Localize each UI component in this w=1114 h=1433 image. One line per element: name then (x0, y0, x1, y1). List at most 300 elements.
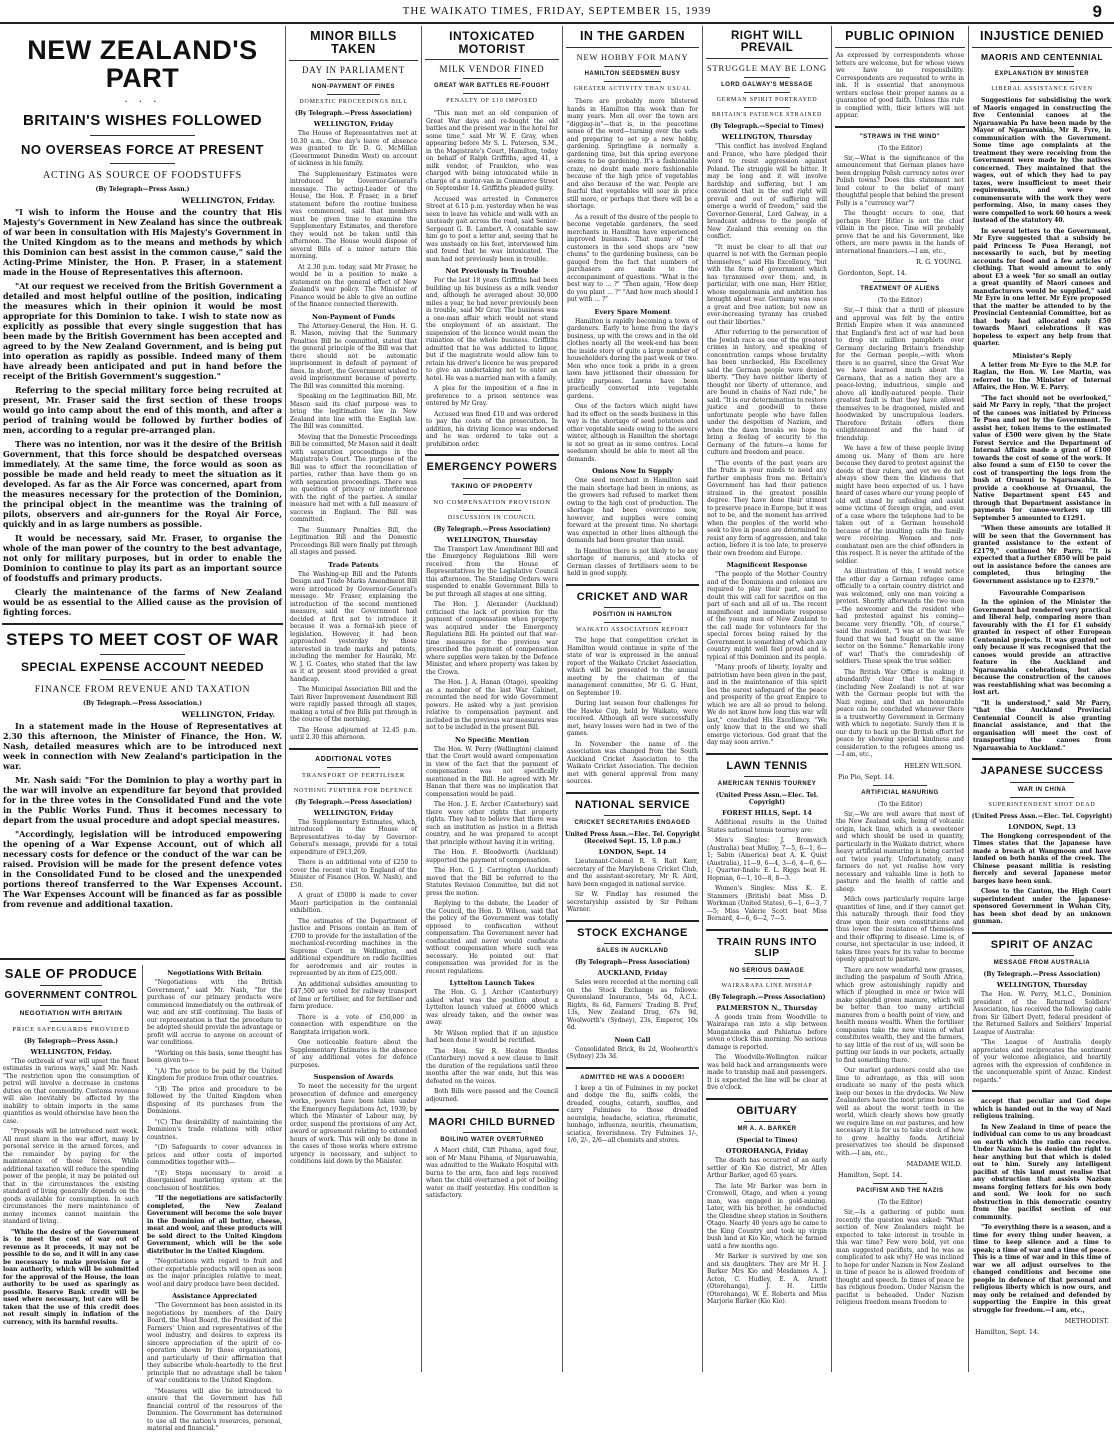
paragraph: One seed merchant in Hamilton said the main shortage had been in onions, as the growers had refused to market them owing to the high cost of production. The shortage had been overcome now, however, and supplies were coming forward at the present time. No shortage was expected in other lines although the demands had been greater than usual. (567, 477, 698, 545)
subheadline: PENALTY OF £10 IMPOSED (446, 98, 538, 105)
byline: (By Telegraph—Press Assn.) (95, 185, 190, 193)
headline: TRAIN RUNS INTO SLIP (716, 935, 818, 959)
paragraph: The British War Office is making it abundantly clear that the Empire (including New Zealand) is not at war with the German people but with the Nazi regime, and that an honourable peace can be concluded whenever there is a trustworthy Government in Germany with which to negotiate. Surely then it is our duty to back up the British effort for peace by showing special kindness and consideration to the refugees among us.—I am, etc., (836, 668, 964, 759)
letter-signature: MADAME WILD. (906, 1160, 962, 1169)
dateline: LONDON, Sept. 14 (598, 848, 667, 857)
paragraph: Women's Singles: Miss K. E. Stammers (British) beat Miss D. Workman (United States), 6—1, 6—3, 7—5; Miss Valerie Scott beat Miss Bernard, 4—6, 6—2, 7—5. (707, 885, 827, 923)
paragraph: Sir,—I think that a thrill of pleasure and approval was felt by the entire British Empire when it was announced that England's first act of war had been to drop six million pamphlets over Germany declaring Britain's friendship for the German people,—with whom there is no quarrel, since the Great War we have learned much about the Germans, that as a nation they are a peace-loving, industrious, simple and above all kindly-natured people. Their greatest fault is that they have allowed themselves to be dragooned, misled and hoodwinked by unscrupulous leaders. Therefore Britain offers them enlightenment and the hand of friendship. (836, 307, 964, 442)
column-divider (142, 965, 143, 1370)
short-rule (50, 1021, 92, 1022)
paragraph: The House adjourned at 12.45 p.m. until 2.30 this afternoon. (290, 726, 417, 742)
headline: STOCK EXCHANGE (577, 926, 688, 939)
paragraph: In several letters to the Government, Mr Eyre suggested that a subsidy be paid Princess Te Puea Herangi, not necessarily to each, but by meeting accounts for food and a few articles of clothing. That would amount to only about £3 a week "for so small an outlay a great quantity of Maori canoes and manufacturers would be supplied," said Mr Eyre in one letter. Mr Eyre proposed that the matter be attended to by the Provincial Centennial Committee, but as that body had allocated only £50 towards Maori celebrations it was hopeless to expect any help from that quarter. (973, 227, 1111, 348)
headline: STEPS TO MEET COST OF WAR (6, 629, 279, 649)
dateline: WELLINGTON, Thursday (446, 535, 538, 544)
headline: IN THE GARDEN (579, 29, 686, 43)
subheadline: LIBERAL ASSISTANCE GIVEN (991, 86, 1093, 93)
headline: NEW ZEALAND'S PART (27, 35, 258, 94)
article-sale-of-produce (0, 965, 142, 1370)
subheadline: GOVERNMENT CONTROL (4, 989, 138, 1001)
paragraph: Sir,—What is the significance of the announcement that German planes have been dropping Polish currency notes over Polish towns? Does this statement not lend colour to the belief of many thoughtful people that behind the present Folly is a "currency war"? (836, 154, 964, 207)
column-divider (562, 26, 563, 1372)
headline: JAPANESE SUCCESS (980, 765, 1104, 778)
article-negotiations-with-britain (144, 965, 285, 1432)
paragraph: "Many proofs of liberty, loyalty and patriotism have been given in the past, and in the maintenance of this spirit lies the surest safeguard of the peace and prosperity of the great Empire to which we are all so proud to belong. We do not know how long this war will last," concluded His Excellency. "We only know that in the end we shall emerge victorious. God grant that the day may soon arrive." (707, 664, 827, 747)
dateline: PALMERSTON N., Thursday (716, 1003, 818, 1012)
subheadline: TAKING OF PROPERTY (451, 482, 533, 490)
short-rule (873, 1183, 927, 1184)
short-rule (744, 107, 790, 108)
subheadline: Every Spare Moment (594, 307, 671, 316)
subheadline: DOMESTIC PROCEEDINGS BILL (299, 99, 408, 106)
masthead-rule (0, 22, 1114, 24)
subheadline: WAIRARAPA LINE MISHAP (721, 982, 813, 989)
subheadline: NO SERIOUS DAMAGE (729, 967, 805, 974)
short-rule (327, 79, 380, 80)
paragraph: The Hon. J. E. Archer (Canterbury) said there were other rights that property rights. They had to believe that there was such an institution as justice in a British country, and he was prepared to accept that principle without having it in writing. (426, 801, 558, 846)
headline: ADDITIONAL VOTES (315, 755, 392, 763)
paragraph: The Hon. J. Alexander (Auckland) criticised the lack of provision for the payment of compensation when property was acquired under the Emergency Regulations Bill. He pointed out that war-time measures for the previous war prescribed the payment of compensation where supplies were taken by the Defence Minister, and where property was taken by the Crown. (426, 601, 558, 676)
subheadline: NON-PAYMENT OF FINES (311, 84, 395, 91)
paragraph: Milch cows particularly require large quantities of lime, and if they cannot get this naturally through their food they draw upon their own constitutions and thus lower the resistance of themselves and their offspring to disease. Lime is, of course, not spectacular in use; indeed, it takes three years for its value to become openly apparent to pasture. (836, 896, 964, 964)
subheadline: WAR IN CHINA (1017, 786, 1067, 793)
paragraph: "The people of the Mother Country and of the Dominions and colonies are required to play their part, and no doubt this will call for sacrifice on the part of each and all of us. The recent magnificent and immediate response of the young men of New Zealand to the call made for volunteers for the special forces being raised by the Government is something of which any country might well feel proud and is typical of this Dominion and its people. (707, 571, 827, 661)
headline: LAWN TENNIS (726, 759, 808, 772)
paragraph: "I wish to inform the House and the country that His Majesty's Government in New Zealand has since the outbreak of war been in consultation with His Majesty's Government in the United Kingdom as to the means and methods by which this Dominion can best assist in the common cause," said the Acting-Prime Minister, the Hon. P. Fraser, in a statement made in the House of Representatives this afternoon. (3, 206, 282, 277)
headline: NATIONAL SERVICE (575, 798, 690, 811)
section-rule (566, 584, 699, 586)
section-rule (425, 1109, 559, 1111)
short-rule (744, 776, 790, 777)
subheadline: Assistance Appreciated (172, 1292, 257, 1300)
short-rule (744, 963, 790, 964)
paragraph: Mr. Nash said: "For the Dominion to play a worthy part in the war will involve an expenditure far beyond that provided for in the three votes in the Consolidated Fund and the vote in the Public Works Fund. Thus it becomes necessary to depart from the usual procedure and adopt special measures. (3, 774, 282, 825)
subheadline: TRANSPORT OF FERTILISER (301, 771, 406, 779)
paragraph: A goods train from Woodville to Wairarapa ran into a slip between Mangatainoka and Pahiatua before seven o'clock this morning. No serious damage is reported. (707, 1013, 827, 1051)
section-rule (835, 126, 965, 128)
paragraph: "(C) The desirability of maintaining the Dominion's trade relations with other countries. (147, 1118, 282, 1141)
paragraph: Lieutenant-Colonel R. S. Rait Kerr, secretary of the Marylebone Cricket Club, and the assistant-secretary, Mr R. Aird, have been engaged in national service. (567, 858, 698, 888)
article-injustice-denied (970, 28, 1114, 1370)
subheadline: NEGOTIATION WITH BRITAIN (19, 1009, 123, 1017)
dateline: LONDON, Sept. 13 (1008, 822, 1076, 831)
paragraph: Mr Wilson replied that if an injustice had been done it would be rectified. (426, 1029, 558, 1045)
short-rule (90, 135, 195, 136)
paragraph: After referring to the persecution of the Jewish race as one of the greatest crimes in history, and speaking of concentration camps whose brutality has been unchecked, His Excellency said the German people were denied liberty. "They have neither liberty of thought nor liberty of utterance, and are bound in chains of Nazi rule," he said. "It is our determination to restore justice and goodwill to these unfortunate people who have fallen under the despotism of Nazism, and when the dawn breaks we hope to bring a feeling of security to the Germany of the future—a home for culture and freedom and peace. (707, 329, 827, 457)
paragraph: "(E) Steps necessary to avoid a disorganised marketing system at the conclusion of hostilities. (147, 1169, 282, 1192)
paragraph: It would be necessary, said Mr. Fraser, to organise the whole of the man power of the country to the best advantage, not only for military purposes, but in order to enable the Dominion to continue to play its part as an important source of foodstuffs and primary products. (3, 532, 282, 583)
paragraph: The Supplementary Estimates, which, introduced in the House of Representatives to-day by Governor-General's message, provide for a total expenditure of £913,269. (290, 818, 417, 856)
paragraph: Moving that the Domestic Proceedings Bill be committed, Mr Mason said it dealt with separation proceedings in the Magistrate's Court. The purpose of the Bill was to effect the reconciliation of parties, rather than have them go on with separation proceedings. There was no question of privacy or interference with the right of the parties. A similar measure had met with a full measure of success in England. The Bill was committed. (290, 433, 417, 524)
short-rule (463, 78, 521, 79)
dateline: WELLINGTON, Thursday (996, 981, 1088, 990)
short-rule (706, 58, 828, 59)
paragraph: There is an additional vote of £250 to cover the recent visit to England of the Minister of Finance (Hon. W. Nash), and £50. (290, 859, 417, 889)
byline: (By Telegraph.—Press Association) (295, 110, 412, 118)
subheadline: ACTING AS SOURCE OF FOODSTUFFS (42, 169, 243, 181)
subheadline: CRICKET SECRETARIES ENGAGED (574, 820, 691, 827)
paragraph: One of the factors which might have had its effect on the seeds business in this way is the shortage of seed potatoes and other vegetable seeds owing to the severe winter, although in Hamilton the shortage is not so great as in some centres. Local seedsmen should be able to meet all the demands. (567, 403, 698, 463)
subheadline: SPECIAL EXPENSE ACCOUNT NEEDED (20, 659, 265, 674)
short-rule (1010, 955, 1074, 956)
short-rule (327, 94, 380, 95)
byline: (By Telegraph.—Press Association) (433, 525, 551, 533)
letter-place: Hamilton, Sept. 14. (838, 1171, 903, 1180)
paragraph: The Summary Penalties Bill, the Legitimation Bill and the Domestic Proceedings Bill were finally put through all stages and passed. (290, 526, 417, 557)
paragraph: Referring to the special military force being recruited at present, Mr. Fraser said the first section of these troops would go into camp about the end of this month, and after a period of training would be followed by further bodies of men, according to a regular pre-arranged plan. (3, 384, 282, 435)
section-rule (2, 623, 283, 625)
subheadline: Trade Patents (328, 560, 379, 569)
section-rule (566, 1067, 699, 1069)
paragraph: One noticeable feature about the Supplementary Estimates is the absence of any additional votes for defence purposes. (290, 1039, 417, 1069)
short-rule (100, 654, 185, 655)
paragraph: "(A) The price to be paid by the United Kingdom for produce from other countries. (147, 1067, 282, 1082)
paragraph: "(B) The price and procedure to be followed by the United Kingdom when disposing of its purchases from the Dominions. (147, 1085, 282, 1115)
paragraph: Additional results in the United States national tennis tourney are: (707, 819, 827, 834)
dateline: WELLINGTON, Friday. (181, 709, 275, 719)
subheadline: SALES IN AUCKLAND (596, 948, 669, 955)
subheadline: Non-Payment of Funds (312, 312, 395, 321)
short-rule (604, 622, 661, 623)
byline: (United Press Assn.—Elec. Tel. Copyright) (715, 792, 819, 807)
dateline: WELLINGTON, Friday. (181, 195, 275, 205)
byline: (By Telegraph—Press Assn.) (23, 1037, 118, 1045)
subheadline: GREATER ACTIVITY THAN USUAL (573, 86, 692, 93)
subheadline: POSITION IN HAMILTON (592, 612, 673, 619)
paragraph: Sales were recorded at the morning call on the Stock Exchange as follows: Queensland Insurance, 54s 6d, A.C.L. Rights, 8s 6d, Farmers' Trading B. Pref, 13s, New Zealand Drug, 67s 9d, Woolworth's (Sydney), 23s, Emperor, 10s 6d. (567, 979, 698, 1032)
short-rule (1010, 782, 1074, 783)
paragraph: A plea for the imposition of a fine in preference to a prison sentence was entered by Mr Gray. (426, 385, 558, 408)
subheadline: BOILING WATER OVERTURNED (440, 1137, 544, 1144)
paragraph: Men's Singles: J. Bromwich (Australia) beat Mulloy, 7—5, 6—1, 6—1; Sabin (America) beat A. K. Quist (Australia), 11—9, 6—4, 3—6, 4—6, 6—1; Quarter-finals: E. L. Riggs beat H. Hopman, 6—1, 10—8, 8—3. (707, 837, 827, 882)
letter-place: Hamilton, Sept. 14. (975, 1328, 1040, 1337)
paragraph: The Municipal Association Bill and the Tairi River Improvement Amendment Bill were rapidly passed through all stages, making a total of five Bills put through in the course of the morning. (290, 686, 417, 724)
advertisement-text: I keep a tin of Fulmines in my pocket and dodge the flu, sniffs colds, the dreaded, coughs, catarrh, snuffles, and carry Fulmines to those dreaded neuralgia, headache, sciatica, rheumatic, lumbago, influenza, neuritis, rheumatism, sciatica, feverishness. Try Fulmines 1/-, 1/6, 2/-, 2/6—all chemists and stores. (567, 1084, 698, 1145)
paragraph: The thought occurs to one, that perhaps Herr Hitler is not the chief villain in the piece. Time will probably prove that he and his Government, like others, are mere pawns in the hands of international financiers.—I am, etc., (836, 210, 964, 255)
byline: (By Telegraph.—Press Association) (295, 798, 412, 806)
subheadline: Magnificent Response (726, 561, 808, 570)
paragraph: "The Government has been assisted in its negotiations by members of the Dairy Board, the Meat Board, the President of the Farmers' Union and representatives of the wool industry, and desires to express its sincere appreciation of the spirit of co-operation shown by those organisations, and particularly of their affirmation that they subscribe whole-heartedly to the first principle that no advantage shall be taken of war conditions to the United Kingdom. (147, 1302, 282, 1384)
paragraph: "When these amounts are totalled it will be seen that the Government has granted assistance to the extent of £2179," continued Mr Parry. "It is expected that a further £850 will be paid out in assistance before the canoes are completed, thus bringing the Government assistance up to £2379." (973, 525, 1111, 585)
advertisement-headline: ADMITTED HE WAS A DODGER! (580, 1074, 685, 1081)
paragraph: Mr Barker is survived by one son and six daughters. They are Mr H. J. Barker Mrs Kio and Mesdames A. J. Acton, C. Hudley, E. A. Arnott (Otorohanga), J. H. Little (Otorohanga), W. E. Roberts and Miss Marjorie Barker (Kio Kio). (707, 1253, 827, 1306)
letter-heading: PACIFISM AND THE NAZIS (856, 1188, 944, 1195)
paragraph: As a result of the desire of the people to become vegetable gardeners, the seed merchants in Hamilton have experienced improved business. That many of the customers in the seed shops are "new chums" to the gardening business, can be gauged from the fact that numbers of purchasers are made to the accompaniment of questions. "What is the best way to ... ?" "Then again, "How deep do you plant ... ?" "And how much should I put with ... ?" (567, 213, 698, 304)
subheadline: STRUGGLE MAY BE LONG (707, 63, 827, 74)
paragraph: The Hon. Sir R. Heaton Rhodes (Canterbury) moved a new clause to limit the duration of the regulations until three months after the war ends, but this was defeated on the voices. (426, 1047, 558, 1085)
section-rule (0, 958, 285, 960)
short-rule (327, 767, 380, 768)
short-rule (873, 785, 927, 786)
paragraph: In Hamilton there is not likely to be any shortage of manures, and stocks of German classes of fertilisers seem to be held in good supply. (567, 547, 698, 578)
paragraph: The Attorney-General, the Hon. H. G. R. Mason, moving that the Summary Penalties Bill be committed, stated that the general principle of the Bill was that there should not be automatic imprisonment in default of payment of fines. In short, the Government wished to avoid imprisonment because of poverty. The Bill was committed this morning. (290, 322, 417, 390)
subheadline: NO OVERSEAS FORCE AT PRESENT (21, 141, 264, 157)
paragraph: There was no intention, nor was it the desire of the British Government, that this force should be despatched overseas immediately. At the same time, the force would as soon as possible be made and held ready to meet the situation as it developed. As far as the Air Force was concerned, apart from the measures necessary for the protection of the Dominion, the principal object in the meantime was the training of pilots, observers and air-gunners for the Royal Air Force, quickly and in as large numbers as possible. (3, 438, 282, 529)
letter-place: Pio Pio, Sept. 14. (838, 772, 895, 781)
subheadline: Lyttelton Launch Takes (449, 979, 535, 988)
byline: (By Telegraph.—Press Association) (708, 993, 826, 1001)
paragraph: In a statement made in the House of Representatives at 2.30 this afternoon, the Minister of Finance, the Hon. W. Nash, detailed measures which are to be introduced next week in connection with New Zealand's participation in the war. (3, 720, 282, 771)
subheadline: NO COMPENSATION PROVISION (433, 498, 551, 506)
short-rule (463, 478, 521, 479)
paragraph: Both Bills were passed and the Council adjourned. (426, 1088, 558, 1103)
article-right-will-prevail (704, 28, 830, 1370)
paragraph: The estimates of the Department of Justice and Prisons contain an item of £700 to provide for the installation of the mechanical-recording machines in the Supreme Court in Wellington, and additional expenditure on radio facilities for aerodromes and air routes is represented by an item of £25,000. (290, 917, 417, 978)
headline: INTOXICATED MOTORIST (449, 29, 535, 56)
short-rule (604, 66, 661, 67)
short-rule (289, 60, 418, 61)
paragraph: The Hon. J. A. Hanan (Otago), speaking as a member of the last War Cabinet, recounted the need for wide Government powers. He asked why a just provision relative to compensation payment and included in the previous war measures was not to be included in the present Bill. (426, 679, 558, 732)
paragraph: Hamilton is rapidly becoming a town of gardeners. Early to home from the day's business, up with the crows and in the old clothes nearly all the week-end has been the inside story of quite a large number of householders during the past week or two. Men who once took a pride in a green lawn have jettisoned their obsession for utility purposes. Lawns have been practically converted into vegetable gardens. (567, 317, 698, 400)
paragraph: Consolidated Brick, 8s 2d, Woolworth's (Sydney) 23s 3d. (567, 1045, 698, 1061)
paragraph: "It must be clear to all that our quarrel is not with the German people themselves," said His Excellency, "but with the form of government which has tyrannised over them, and, in particular, with one man, Herr Hitler, whose megalomania and ambition has brought about war. Germany was once a great and free nation; but now an ever-increasing tyranny has crushed out their liberties." (707, 243, 827, 326)
article-intoxicated-motorist (423, 28, 561, 1370)
paragraph: At 2.30 p.m. today, said Mr Fraser, he would be in a position to make a statement on the general effect of New Zealand's war policy. The Minister of Finance would be able to give an outline of the finance connected therewith. (290, 263, 417, 309)
headline: MINOR BILLS TAKEN (310, 29, 397, 57)
paragraph: A letter from Mr Eyre to the M.P. for Raglan, the Hon. W. Lee Martin, was referred to the Minister of Internal Affairs, the Hon. W. E. Parry. (973, 361, 1111, 392)
short-rule (463, 1132, 521, 1133)
short-rule (40, 985, 102, 986)
section-rule (289, 748, 418, 750)
column-divider (968, 26, 969, 1372)
paragraph: The Supplementary Estimates were introduced by Governor-General's message. The acting-Leader of the House, the Hon. P. Fraser, in a brief statement before the routine business was commenced, said that members must be given time to examine the Supplementary Estimates, and therefore they would not be taken until this afternoon. The House would dispose of several Bills of a minor nature this morning. (290, 170, 417, 261)
paragraph: There are probably more blistered hands in Hamilton this week than for many years. Men all over the town are "digging-in"—that is, in the peacetime sense of the word—turning over the sods and preparing to set up a new hobby, gardening. Springtime is normally a gardening time, but this spring everyone seems to be gardening. It's a fashionable craze, no doubt made more fashionable because of the high price of vegetables and also because of the war. People are fearful that vegetables will soar in price still more, or perhaps that there will be a shortage. (567, 98, 698, 211)
paragraph: We have a few of these people living among us. Many of them are here because they dared to protest against the deeds of their rulers, and yet we do not always show them the kindness that might have been expected of us. I have heard of cases where our young people of old will stand by unfeeling and assist some victims of foreign origin, and even of a case where the telephone had to be taken out of a German household because of the insulting calls the family were receiving. Women and non-combatant men are the chief offenders in this respect. It is never the attitude of the soldier. (836, 445, 964, 565)
paragraph: "At our request we received from the British Government a detailed and most helpful outline of the position, indicating the measures which in their opinion it would be most appropriate for this Dominion to take. I wish to state now as explicitly as possible that every single suggestion that has been made by the British Government has been accepted and agreed to by the New Zealand Government, and is being put into operation as rapidly as possible. Indeed many of them have already been anticipated and put in hand before the receipt of the British Government's suggestion." (3, 280, 282, 381)
section-rule (706, 1098, 828, 1100)
paragraph: "If the negotiations are satisfactorily completed, the New Zealand Government will become the sole buyer in the Dominion of all butter, cheese, meat and wool, and these products will be sold direct to the United Kingdom Government, which will be the sole distributor in the United Kingdom. (147, 1195, 282, 1255)
paragraph: During last season four challenges for the Hawke Cup, held by Waikato, were received. Although all were successfully met, heavy losses were had in two of the games. (567, 700, 698, 738)
paragraph: Suggestions for subsidising the work of Maoris engaged in constructing the five Centennial canoes at the Ngaruawahia Pa have been made by the Mayor of Ngaruawahia, Mr R. Fyre, in communication with the Government. Some time ago complaints at the treatment they were receiving from the Government were made by the natives concerned. They maintained that the wages, out of which they had to pay taxes, were insufficient to meet their requirements, and were not commensurate with the work they were performing. Also, in many cases they were compelled to work 60 hours a week instead of the statutory 40. (973, 97, 1111, 225)
paragraph: "Negotiations with regard to fruit and other exportable products will open as soon as the major principles relative to meat, wool and dairy produce have been decided. (147, 1258, 282, 1288)
headline: CRICKET AND WAR (576, 590, 689, 603)
paragraph: In New Zealand in time of peace the individual can come to us any broadcast on earth which the radio can receive. Under Nazism he is denied the right to hear anything but that which is doled out to him. Surely any intelligent pacifist of this land must realise that any obstruction that assists Nazism means forging fetters for his own body and soul. We look for no such obstruction in this democratic country from the pacifist section of our community. (973, 1123, 1111, 1221)
headline: RIGHT WILL PREVAIL (730, 30, 804, 55)
byline: (By Telegraph.—Special to Times) (710, 123, 824, 131)
short-rule (1010, 66, 1074, 67)
subheadline: BRITAIN'S WISHES FOLLOWED (22, 111, 263, 129)
subheadline: MR A. A. BARKER (737, 1126, 797, 1133)
subheadline: Suspension of Awards (313, 1073, 394, 1082)
paragraph: "This conflict has involved England and France, who have pledged their word to resist aggression against Poland. The struggle will be bitter. It may be long and it will involve hardship and suffering, but I am convinced that in the end right will prevail and out of suffering will emerge a world of freedom," said the Governor-General, Lord Galway, in a broadcast address to the people of New Zealand this evening on the conflict. (707, 143, 827, 241)
headline: SPIRIT OF ANZAC (990, 938, 1094, 951)
subheadline: WAIKATO ASSOCIATION REPORT (576, 627, 689, 634)
column-divider (285, 26, 286, 1372)
subheadline: GERMAN SPIRIT PORTRAYED (716, 97, 818, 104)
article-new-zealands-part (0, 28, 285, 958)
paragraph: The death has occurred of an early settler of Kio Kio district, Mr Allen Arthur Barker, aged 65 years. (707, 1157, 827, 1180)
subheadline: Not Previously in Trouble (445, 267, 539, 276)
subheadline: PRICE SAFEGUARDS PROVIDED (12, 1025, 130, 1033)
short-rule (835, 47, 965, 48)
dateline: WELLINGTON, Friday. (30, 1047, 112, 1056)
subheadline: NEW HOBBY FOR MANY (576, 52, 689, 63)
byline: (By Telegraph—Press Association) (575, 959, 690, 967)
section-rule (972, 1090, 1112, 1092)
dateline: WELLINGTON, Thursday (721, 133, 813, 142)
letter-addressee: (To the Editor) (877, 144, 923, 152)
paragraph: "Accordingly, legislation will be introduced empowering the opening of a War Expense Account, out of which all necessary costs for defence or the conduct of the war can be raised. Provision will be made for the present defence votes in the Consolidated Fund to be closed and the unexpended portions thereof transferred to the War Expenses Account. The War Expenses Account will be financed as far as possible from revenue and additional taxation. (3, 828, 282, 909)
subheadline: Favourable Comparison (998, 589, 1086, 598)
paragraph: As illustration of this, I would notice the other day a German refugee came officially to a certain country district and was welcomed, only one man voicing a protest. Shortly afterwards the two men—the newcomer and the resident who had protested against his coming—became very friendly. "Oh, of course," said the resident, "I was at the war. We found that we had fought on the same sector on the Somme." Remarkable irony of war! That's the comradeship of soldiers. These speak the true soldier. (836, 568, 964, 666)
paragraph: "This man met an old companion of Great War days and re-fought the old battles and the present war in the hotel for some time," said Mr W. F. Gray, when appearing before Mr S. L. Paterson, S.M., in the Magistrate's Court, Hamilton, today on behalf of Ralph Griffiths, aged 41, a milk vendor, of Frankton, who was charged with being intoxicated while in charge of a motor-van in Commerce Street on September 14. Griffiths pleaded guilty. (426, 110, 558, 193)
letter-heading: "STRAWS IN THE WIND" (859, 133, 941, 140)
page-number: 9 (1092, 2, 1102, 21)
paragraph: The late Mr Barker was born in Cromwell, Otago, and when a young man, was engaged in gold-mining. Later, with his brother, he conducted the Glendine sheep station in Southern Otago. Nearly 40 years ago he came to the King Country and took up virgin bush land at Kio Kio, which he farmed until a few months ago. (707, 1182, 827, 1250)
paragraph: The Washing-up Bill and the Patents Design and Trade Marks Amendment Bill were introduced by Governor-General's message. Mr Fraser, explaining the introduction of the second mentioned measure, said the Government had decided at first not to introduce it because it was a formal-ish piece of legislation. However, it had been approached yesterday by those interested in trade marks and patents, including the member for Hauraki, Mr. W. J. G. Coates, who stated that the law as it at present stood provided a great handicap. (290, 570, 417, 683)
paragraph: The House of Representatives met at 10.30 a.m.. One day's leave of absence was granted to Dr. D. G. McMillan (Government Dunedin West) on account of sickness in his family. (290, 130, 417, 168)
byline: (By Telegraph.—Press Association) (983, 971, 1101, 979)
short-rule (463, 510, 521, 511)
paragraph: There are now wonderful new grasses, including the paspalum of South Africa, which grow astonishingly rapidly and which if ploughed in once or twice will make splendid green manure, which will be better than too many artificial manures from a health point of view, and health means wealth. When the fertiliser companies take the new vision of what constitutes wealth, they and the farmers, to say little of the rest of us, will soon be putting our lands in our pockets, actually to find something there. (836, 966, 964, 1064)
article-in-the-garden (564, 28, 701, 1370)
headline: EMERGENCY POWERS (426, 461, 558, 474)
paragraph: "The League of Australia deeply appreciates and reciprocates the sentiment of your welcome allegiance, and heartily agrees with the expression of confidence in the unconquerable spirit of Anzac. Kindest regards." (973, 1039, 1111, 1084)
paragraph: "Negotiations with the British Government," said Mr. Nash, "for the purchase of our primary products were commenced immediately on the outbreak of war, and are still continuing. The basis of our representation is that the procedure to be adopted should provide the advantage or profit will accrue to anyone on account of war conditions. (147, 979, 282, 1046)
subheadline: FINANCE FROM REVENUE AND TAXATION (34, 684, 251, 695)
subheadline: No Specific Mention (455, 735, 529, 744)
paragraph: accept that peculiar and God dope which is handed out in the way of Nazi religious training. (973, 1098, 1111, 1121)
letter-place: Gordonton, Sept. 14. (838, 269, 907, 278)
short-rule (1010, 81, 1074, 82)
subheadline: MILK VENDOR FINED (439, 64, 545, 75)
column-divider (421, 26, 422, 1372)
subheadline: MESSAGE FROM AUSTRALIA (993, 960, 1091, 967)
letter-heading: TREATMENT OF ALIENS (860, 286, 940, 293)
section-rule (972, 932, 1112, 934)
letter-addressee: (To the Editor) (877, 297, 923, 305)
section-rule (972, 758, 1112, 760)
short-rule (40, 1005, 102, 1006)
short-rule (100, 679, 185, 680)
subheadline: DISCUSSION IN COUNCIL (447, 514, 537, 521)
paragraph: To meet the necessity for the urgent prosecution of defence and emergency works, powers have been taken under the Emergency Regulations Act, 1939, by which the Minister of Labour may, by order, suspend the provisions of any Act, award or agreement relating to extended hours of work. This will only be done in the cases of those works where extreme urgency is necessary, and subject to conditions laid down by the Minister. (290, 1083, 417, 1166)
paragraph: The Woodville-Wellington railcar was held back and arrangements were made to tranship mail and passengers. It is expected the line will be clear at five o'clock. (707, 1054, 827, 1092)
paragraph: Sir,—We are well aware that most of the New Zealand soils, being of volcanic origin, lack lime, which is a sweetener and which should be used in quantity, particularly in the Waikato district, where heavy artificial manuring is being carried out twice yearly. Unfortunately, many farmers do not yet realise how very necessary and valuable lime is both to pasture and the health of cattle and sheep. (836, 810, 964, 893)
short-rule (604, 607, 661, 608)
short-rule (744, 978, 790, 979)
paragraph: Sir W. Findlay has resumed the secretaryship assisted by Sir Pelham Warner. (567, 891, 698, 914)
subheadline: Onions Now In Supply (592, 467, 673, 476)
paragraph: The Transport Law Amendment Bill and the Emergency Regulations Bill were received from the House of Representatives by the Legislative Council this afternoon. The Standing Orders were suspended to enable Government Bills to be put through all stages at one sitting. (426, 545, 558, 598)
subheadline: SUPERINTENDENT SHOT DEAD (988, 801, 1096, 808)
short-rule (463, 93, 521, 94)
paragraph: Accused was fined £10 and was ordered to pay the costs of the prosecution. In addition, his driving licence was endorsed and he was ordered to take out a prohibition order. (426, 410, 558, 448)
short-rule (744, 77, 790, 78)
paragraph: A Maori child, Clift Pihama, aged four, son of Mr Manu Pihama, of Ngaruawahia, was admitted to the Waikato Hospital with burns to the arm, face and legs received when the child overturned a pot of boiling water on itself yesterday. His condition is satisfactory. (426, 1147, 558, 1200)
section-rule (566, 792, 699, 794)
short-rule (604, 81, 661, 82)
subheadline: HAMILTON SEEDSMEN BUSY (584, 71, 681, 78)
section-rule (706, 929, 828, 931)
paragraph: Replying to the debate, the Leader of the Council, the Hon. D. Wilson, said that the policy of the Government was totally opposed to confiscation without compensation. The Government never had confiscated and never would confiscate without compensation where such was necessary. He pointed out that compensation was provided for in the recent regulations. (426, 900, 558, 975)
short-rule (110, 163, 175, 164)
headline: SALE OF PRODUCE (4, 966, 138, 981)
paragraph: Speaking on the Legitimation Bill, Mr. Mason said its chief purpose was to bring the legitimation law in New Zealand into line with the English law. The Bill was committed. (290, 393, 417, 431)
dateline: OTOROHANGA, Friday (725, 1147, 809, 1156)
dateline: WELLINGTON, Friday (313, 808, 394, 817)
headline: OBITUARY (736, 1104, 798, 1117)
byline: (United Press Assn.—Elec. Tel. Copyright) (971, 812, 1113, 820)
paragraph: "Measures will also be introduced to ensure that the Government has full financial control of the resources of the Dominion. The Government has determined to use all the nation's resources, personal, material and financial." (147, 1387, 282, 1432)
masthead (0, 0, 1114, 22)
short-rule (604, 815, 661, 816)
dateline: FOREST HILLS, Sept. 14 (722, 809, 812, 818)
subheadline: DAY IN PARLIAMENT (301, 65, 406, 76)
newspaper-title: THE WAIKATO TIMES, FRIDAY, SEPTEMBER 15, 1939 (402, 5, 712, 17)
short-rule (972, 47, 1112, 48)
headline: MAORI CHILD BURNED (428, 1116, 556, 1129)
paragraph: The hope that competition cricket in Hamilton would continue in spite of the state of war is expressed in the annual report of the Waikato Cricket Association, which will be presented to the annual meeting by the chairman of the management committee, Mr G. G. Hunt, on September 19. (567, 637, 698, 697)
paragraph: For the last 18 years Griffiths had been building up his business as a milk vendor and, although he averaged about 30,000 miles a year, he had never previously been in trouble, said Mr Gray. The business was a one-man affair which would not stand the employment of an assistant. The suspension of the licence would mean the ruination of the whole business. Griffiths admitted that he was addicted to liquor, but if the magistrate would allow him to retain his driver's licence he was prepared to give an undertaking not to enter an hotel. He was a married man with a family. (426, 277, 558, 382)
paragraph: The Hon. W. Perry, M.L.C., Dominion president of the Returned Soldiers' Association, has received the following cable from Sir Gilbert Dyett, federal president of the Returned Sailors and Soldiers' Imperial League of Australia: (973, 991, 1111, 1036)
short-rule (425, 59, 559, 60)
dateline: WELLINGTON, Friday (313, 120, 394, 129)
byline: (By Telegraph.—Press Association.) (83, 699, 202, 707)
subheadline: LORD GALWAY'S MESSAGE (721, 82, 813, 89)
paragraph: The Hon. F. Bloodworth (Auckland) supported the payment of compensation. (426, 849, 558, 864)
short-rule (1010, 797, 1074, 798)
subheadline: MAORIS AND CENTENNIAL (980, 52, 1104, 63)
paragraph: Close to the Canton, the High Court superintendent under the Japanese-sponsored Government in Wuhan City, has been shot dead by an unknown gunman. (973, 888, 1111, 926)
subheadline: BRITAIN'S PATIENCE STRAINED (711, 112, 823, 119)
paragraph: "While the desire of the Government is to meet the cost of war out of revenue as it proceeds, it may not be possible to do so, and it will in any case be necessary to make provision for a loan authority, which will be submitted for the approval of the House, the loan authority to be used as sparingly as possible. Reserve Bank credit will be used where necessary, but care will be taken that the use of this credit does not result simply in inflation of the currency, with its harmful results. (3, 1228, 139, 1326)
subheadline: Minister's Reply (1012, 351, 1072, 360)
byline: (Special to Times) (736, 1137, 798, 1145)
section-rule (425, 454, 559, 456)
paragraph: "The fact should not be overlooked," said Mr Parry in reply, "that the project of the canoes was initiated by Princess Te Puea and not by the Government. To assist her, token items to the estimated value of £500 were given by the State Forest Service and the Department of Internal Affairs made a grant of £100 towards the cost of some of the work. It also found a sum of £150 to cover the cost of transporting the logs from the bush at Oruanui to Ngaruawahia. To provide a cookhouse at Oruanui, the Native Department spent £45 and through that Department assistance in payments for canoe-workers up till September 5 amounted to £1291. (973, 394, 1111, 522)
paragraph: An additional subsidies amounting to £47,500 are voted for railway transport of lime or fertiliser, and for fertiliser and farm produce. (290, 980, 417, 1011)
subheadline: NOTHING FURTHER FOR DEFENCE (293, 787, 414, 794)
paragraph: As expressed by correspondents whose letters are welcome, but for whose views we have no responsibility. Correspondents are requested to write in ink. It is essential that anonymous writers enclose their proper names as a guarantee of good faith. Unless this rule is complied with, their letters will not appear. (836, 52, 964, 120)
letter-signature: HELEN WILSON. (904, 761, 962, 770)
divider-dots: · · · (124, 96, 161, 108)
column-divider (702, 26, 703, 1372)
paragraph: There is a vote of £50,000 in connection with expenditure on the Rangitata irrigation work. (290, 1013, 417, 1036)
paragraph: Accused was arrested in Commerce Street at 6.15 p.m. yesterday when he was seen to leave his vehicle and walk with an unsteady gait across the road, said Senior-Sergeant G. B. Lambert. A constable saw him go to post a letter and, seeing that he was unsteady on his feet, interviewed him and found that he was intoxicated. The man had not previously been in trouble. (426, 195, 558, 263)
paragraph: "The events of the past years are the fruits in your minds to need any further emphasis from me. Britain's Government has had their patience strained in the greatest possible degree. They have done their utmost to preserve peace in Europe, but it was not to be, and the moment has arrived when the peoples of the world who seek to live in peace are determined to resist any form of aggression, and take action, before it is too late, to preserve their own freedom and Europe. (707, 459, 827, 557)
paragraph: Sir,—Is a gathering of public men recently the question was asked: "What section of New Zealanders might be expected to take interest in trouble in this war time? Few were bold, yet one man suggested pacifists, and he was as complicated to ask why? He was inclined to hope for under Nazism in New Zealand in time of peace he is allowed freedom of thought and speech. In times of peace he has religious freedom. Under Nazism the pacifist is beheaded. Under Nazism religious freedom means freedom to (836, 1209, 964, 1307)
letter-addressee: (To the Editor) (877, 800, 923, 808)
paragraph: Clearly the maintenance of the farms of New Zealand would be as essential to the Allied cause as the provision of fighting forces. (3, 586, 282, 617)
paragraph: "It is understood," said Mr Parry, "that the Auckland Provincial Centennial Council is also granting financial assistance, and that the organisation will meet the cost of transporting the canoes from Ngaruawahia to Auckland." (973, 699, 1111, 752)
byline: United Press Assn.—Elec. Tel. Copyright (Received Sept. 15, 1.0 p.m.) (565, 831, 700, 846)
paragraph: The Hon. G. J. Archer (Canterbury) asked what was the position about a Lyttelton launch valued at £6000 which was already taken, and the owner was away. (426, 989, 558, 1027)
paragraph: "To everything there is a season, and a time for every thing under heaven, a time to keep silence and a time to speak; a time of war and a time of peace. This is a time of war and in this time of war we all adjust ourselves to the changed conditions and become one people in defence of that personal and religious liberty which is now ours, and may only be retained and defended by supporting the Empire in this great struggle for freedom.—I am, etc., (973, 1224, 1111, 1314)
subheadline: Noon Call (614, 1035, 651, 1044)
paragraph: The Hongkong correspondent of the Times states that the Japanese have made a breach at Wangmoon and have landed on both banks of the creek. The Chinese peasant militia is resisting fiercely and several Japanese motor barges have been sunk. (973, 832, 1111, 885)
short-rule (327, 783, 380, 784)
short-rule (604, 943, 661, 944)
dateline: AUCKLAND, Friday (597, 969, 668, 978)
headline: INJUSTICE DENIED (980, 29, 1104, 43)
short-rule (463, 494, 521, 495)
column-divider (831, 26, 832, 1372)
letter-addressee: (To the Editor) (877, 1199, 923, 1207)
section-rule (566, 920, 699, 922)
subheadline: AMERICAN TENNIS TOURNEY (717, 781, 817, 788)
subheadline: EXPLANATION BY MINISTER (994, 71, 1090, 78)
paragraph: A grant of £5000 is made to cover Maori participation in the centennial exhibition. (290, 892, 417, 915)
short-rule (873, 281, 927, 282)
subheadline: GREAT WAR BATTLES RE-FOUGHT (434, 83, 550, 90)
short-rule (566, 47, 699, 48)
paragraph: "Working on this basis, some thought has been given to— (147, 1049, 282, 1064)
article-public-opinion (833, 28, 967, 1370)
paragraph: "The outbreak of war will upset the finest estimates in various ways," said Mr. Nash. "The restriction upon the consumption of petrol will involve a decrease in customs duties on that commodity. Customs revenue will also inevitably be affected by the inability to obtain imports in the same quantities as would otherwise have been the case. (3, 1057, 139, 1125)
paragraph: "(D) Safeguards to cover advances in prices and other costs of imported commodities together with— (147, 1144, 282, 1166)
paragraph: The Hon. W. Perry (Wellington) claimed that the Court would award compensation in view of the fact that the payment of compensation was not specifically mentioned in the Bill. He agreed with Mr Hanan that there was no implication that compensation would be paid. (426, 745, 558, 798)
